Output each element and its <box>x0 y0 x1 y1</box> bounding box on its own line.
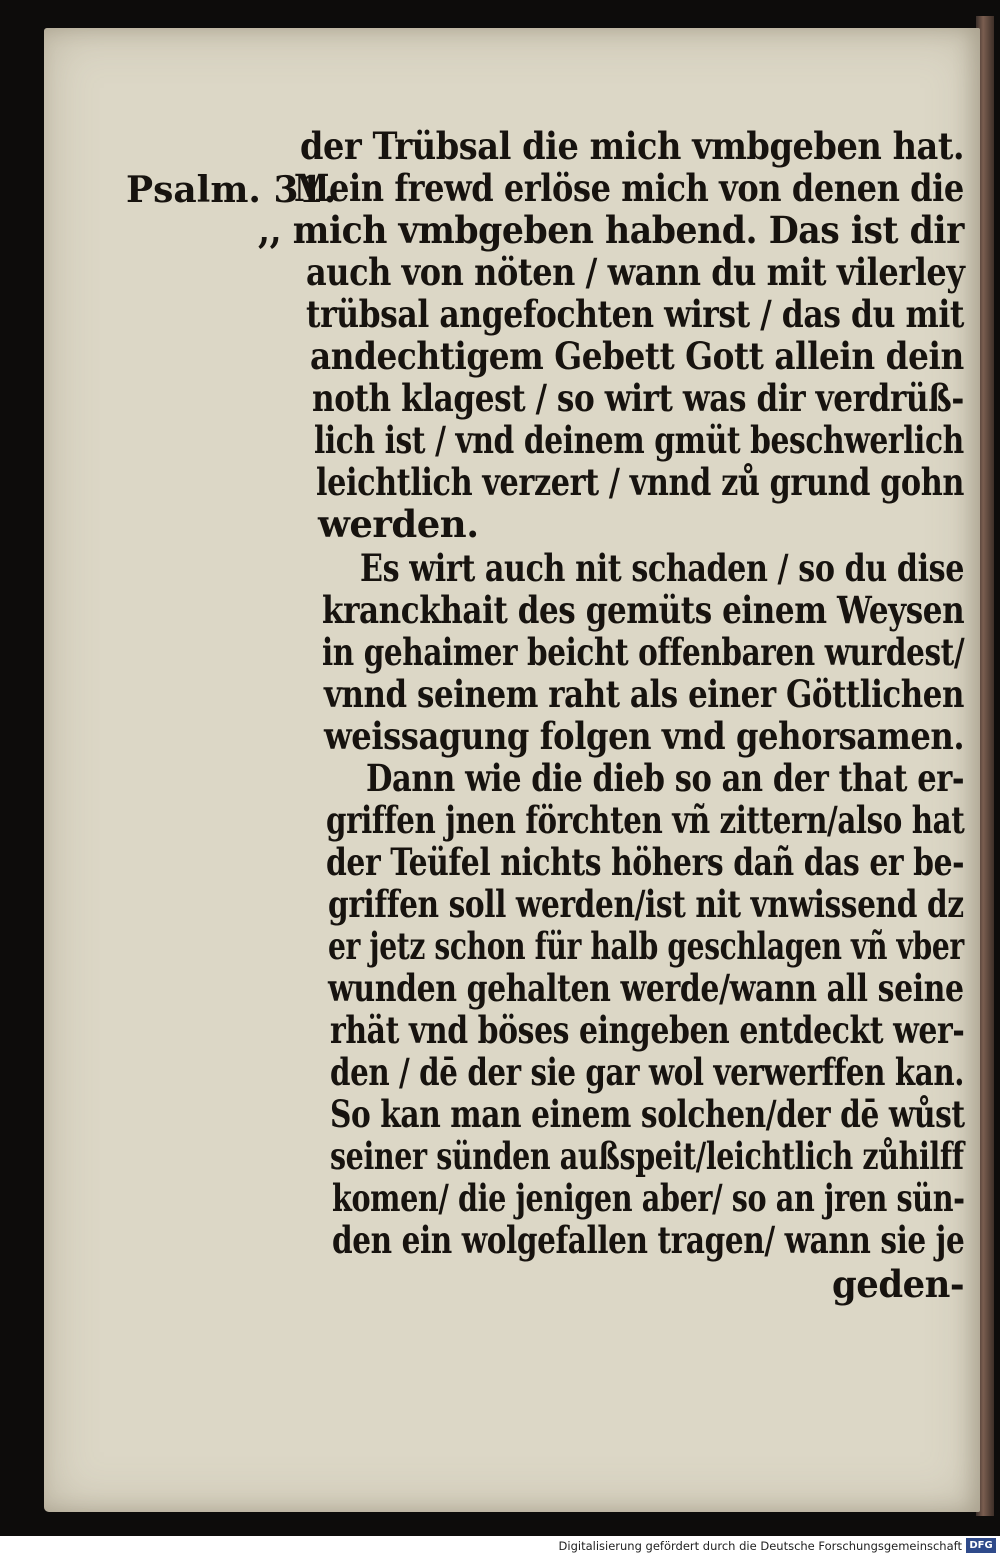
text-line: der Teüfel nichts höhers dañ das er be- <box>326 840 965 884</box>
catchword: geden- <box>832 1262 965 1306</box>
text-line: Es wirt auch nit schaden / so du dise <box>360 546 964 590</box>
text-line: er jetz schon für halb geschlagen vñ vber <box>328 924 964 968</box>
text-line: kranckhait des gemüts einem Weysen <box>322 588 965 632</box>
text-line: weissagung folgen vnd gehorsamen. <box>324 714 965 758</box>
text-line: andechtigem Gebett Gott allein dein <box>310 334 964 378</box>
text-line: trübsal angefochten wirst / das du mit <box>306 292 964 336</box>
text-line: werden. <box>318 502 479 546</box>
text-line: So kan man einem solchen/der dē wůst <box>330 1092 965 1136</box>
text-line: wunden gehalten werde/wann all seine <box>328 966 964 1010</box>
text-line: vnnd seinem raht als einer Göttlichen <box>324 672 965 716</box>
text-line: seiner sünden außspeit/leichtlich zůhilff <box>330 1134 964 1178</box>
text-line: noth klagest / so wirt was dir verdrüß- <box>312 376 964 420</box>
margin-note-psalm: Psalm. 31. <box>126 169 337 211</box>
text-line: den ein wolgefallen tragen/ wann sie je <box>332 1218 965 1262</box>
funding-credit: Digitalisierung gefördert durch die Deutsche Forschungsgemeinschaft <box>558 1539 962 1553</box>
text-line: Dann wie die dieb so an der that er- <box>366 756 965 800</box>
text-line: griffen soll werden/ist nit vnwissend dz <box>328 882 964 926</box>
text-line: griffen jnen förchten vñ zittern/also hat <box>326 798 965 842</box>
text-line: lich ist / vnd deinem gmüt beschwerlich <box>314 418 964 462</box>
book-page <box>44 28 980 1512</box>
text-line: komen/ die jenigen aber/ so an jren sün- <box>332 1176 965 1220</box>
text-line: Mein frewd erlöse mich von denen die <box>294 166 964 210</box>
text-line: ,, mich vmbgeben habend. Das ist dir <box>258 208 964 252</box>
text-line: den / dē der sie gar wol verwerffen kan. <box>330 1050 965 1094</box>
page-text <box>44 28 980 1512</box>
text-line: rhät vnd böses eingeben entdeckt wer- <box>330 1008 965 1052</box>
footer-bar <box>0 1536 1000 1556</box>
text-line: der Trübsal die mich vmbgeben hat. <box>300 124 965 168</box>
text-line: leichtlich verzert / vnnd zů grund gohn <box>316 460 964 504</box>
text-line: auch von nöten / wann du mit vilerley <box>306 250 965 294</box>
dfg-logo-icon: DFG <box>966 1538 996 1553</box>
text-line: in gehaimer beicht offenbaren wurdest/ <box>322 630 965 674</box>
